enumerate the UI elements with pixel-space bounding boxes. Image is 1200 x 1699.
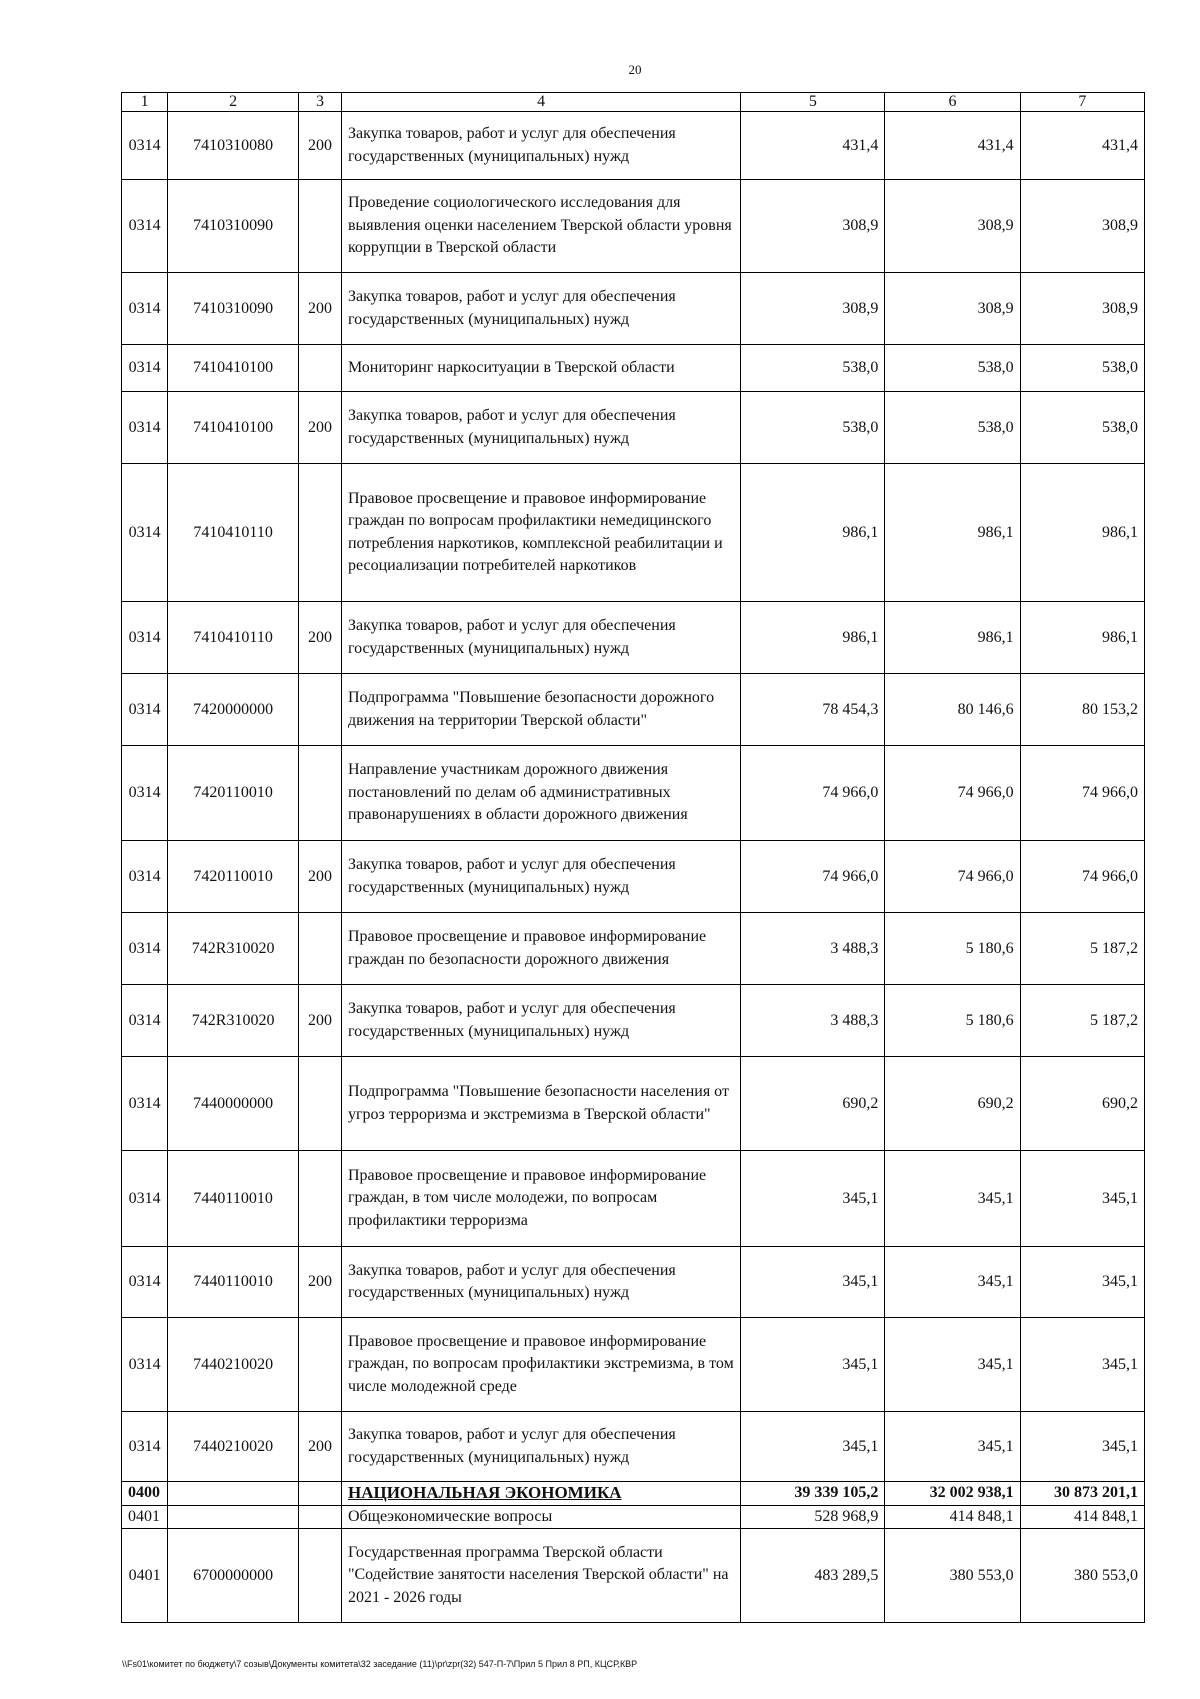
target-article-code: 7410410100 (168, 345, 299, 392)
amount-col-7: 308,9 (1020, 180, 1144, 273)
amount-col-7: 308,9 (1020, 273, 1144, 345)
header-col-3: 3 (299, 93, 342, 112)
amount-col-6: 5 180,6 (885, 985, 1020, 1057)
amount-col-6: 308,9 (885, 273, 1020, 345)
item-name: Правовое просвещение и правовое информирование граждан по безопасности дорожного движения (341, 913, 740, 985)
amount-col-7: 986,1 (1020, 464, 1144, 602)
amount-col-6: 5 180,6 (885, 913, 1020, 985)
item-name: Закупка товаров, работ и услуг для обеспечения государственных (муниципальных) нужд (341, 1247, 740, 1318)
amount-col-5: 986,1 (741, 602, 885, 674)
amount-col-5: 538,0 (741, 392, 885, 464)
amount-col-6: 414 848,1 (885, 1505, 1020, 1529)
table-row (122, 985, 1145, 1057)
amount-col-5: 345,1 (741, 1318, 885, 1412)
target-article-code (168, 1505, 299, 1529)
amount-col-6: 345,1 (885, 1247, 1020, 1318)
item-name: Общеэкономические вопросы (341, 1505, 740, 1529)
table-row (122, 1412, 1145, 1482)
expense-type-code (299, 1505, 342, 1529)
target-article-code: 7410310080 (168, 112, 299, 180)
expense-type-code (299, 345, 342, 392)
section-code: 0314 (122, 841, 168, 913)
section-code: 0314 (122, 985, 168, 1057)
amount-col-6: 986,1 (885, 602, 1020, 674)
table-row (122, 273, 1145, 345)
section-code: 0314 (122, 1318, 168, 1412)
expense-type-code (299, 1057, 342, 1151)
amount-col-6: 538,0 (885, 392, 1020, 464)
amount-col-7: 80 153,2 (1020, 674, 1144, 746)
target-article-code: 7420110010 (168, 746, 299, 841)
amount-col-7: 74 966,0 (1020, 841, 1144, 913)
header-col-5: 5 (741, 93, 885, 112)
table-row (122, 913, 1145, 985)
section-code: 0314 (122, 1412, 168, 1482)
target-article-code: 6700000000 (168, 1529, 299, 1623)
item-name: Проведение социологического исследования для выявления оценки населением Тверской области уровня коррупции в Тверской области (341, 180, 740, 273)
page-number: 20 (628, 62, 642, 77)
expense-type-code: 200 (299, 273, 342, 345)
section-code: 0314 (122, 674, 168, 746)
amount-col-6: 431,4 (885, 112, 1020, 180)
header-col-2: 2 (168, 93, 299, 112)
target-article-code: 7420000000 (168, 674, 299, 746)
section-code: 0400 (122, 1482, 168, 1506)
target-article-code: 7440210020 (168, 1318, 299, 1412)
expense-type-code (299, 674, 342, 746)
expense-type-code: 200 (299, 602, 342, 674)
expense-type-code (299, 180, 342, 273)
table-row-section-total (122, 1482, 1145, 1506)
section-code: 0314 (122, 602, 168, 674)
item-name: Правовое просвещение и правовое информирование граждан по вопросам профилактики немедицинского потребления наркотиков, комплексной реабилитации и ресоциализации потребителей наркотиков (341, 464, 740, 602)
table-row (122, 180, 1145, 273)
amount-col-5: 483 289,5 (741, 1529, 885, 1623)
amount-col-7: 345,1 (1020, 1247, 1144, 1318)
amount-col-5: 431,4 (741, 112, 885, 180)
section-code: 0401 (122, 1505, 168, 1529)
section-code: 0314 (122, 273, 168, 345)
amount-col-5: 690,2 (741, 1057, 885, 1151)
section-code: 0314 (122, 392, 168, 464)
section-code: 0314 (122, 345, 168, 392)
target-article-code: 742R310020 (168, 913, 299, 985)
target-article-code: 7410310090 (168, 180, 299, 273)
amount-col-5: 345,1 (741, 1247, 885, 1318)
amount-col-5: 538,0 (741, 345, 885, 392)
expense-type-code (299, 913, 342, 985)
section-code: 0314 (122, 913, 168, 985)
target-article-code: 7440110010 (168, 1151, 299, 1247)
item-name: Направление участникам дорожного движения постановлений по делам об административных правонарушениях в области дорожного движения (341, 746, 740, 841)
section-code: 0314 (122, 1247, 168, 1318)
expense-type-code (299, 1151, 342, 1247)
table-row (122, 746, 1145, 841)
target-article-code: 7420110010 (168, 841, 299, 913)
target-article-code: 7410410100 (168, 392, 299, 464)
item-name: Закупка товаров, работ и услуг для обеспечения государственных (муниципальных) нужд (341, 1412, 740, 1482)
expense-type-code: 200 (299, 841, 342, 913)
expense-type-code (299, 1482, 342, 1506)
header-col-7: 7 (1020, 93, 1144, 112)
amount-col-6: 345,1 (885, 1318, 1020, 1412)
expense-type-code: 200 (299, 392, 342, 464)
amount-col-5: 528 968,9 (741, 1505, 885, 1529)
amount-col-5: 74 966,0 (741, 841, 885, 913)
section-code: 0314 (122, 112, 168, 180)
file-path-footer: \\Fs01\комитет по бюджету\7 созыв\Документы комитета\32 заседание (11)\pr\zpr(32) 547-П-7\Прил 5 Прил 8 РП, КЦСР,КВР (122, 1659, 638, 1669)
expense-type-code (299, 746, 342, 841)
amount-col-7: 431,4 (1020, 112, 1144, 180)
table-row (122, 1505, 1145, 1529)
table-row (122, 841, 1145, 913)
target-article-code: 7410310090 (168, 273, 299, 345)
amount-col-7: 345,1 (1020, 1151, 1144, 1247)
item-name: Закупка товаров, работ и услуг для обеспечения государственных (муниципальных) нужд (341, 985, 740, 1057)
amount-col-7: 538,0 (1020, 392, 1144, 464)
amount-col-5: 39 339 105,2 (741, 1482, 885, 1506)
table-row (122, 674, 1145, 746)
amount-col-7: 380 553,0 (1020, 1529, 1144, 1623)
amount-col-6: 690,2 (885, 1057, 1020, 1151)
expense-type-code: 200 (299, 112, 342, 180)
amount-col-6: 308,9 (885, 180, 1020, 273)
target-article-code (168, 1482, 299, 1506)
item-name: Правовое просвещение и правовое информирование граждан, по вопросам профилактики экстремизма, в том числе молодежной среде (341, 1318, 740, 1412)
target-article-code: 7440000000 (168, 1057, 299, 1151)
table-row (122, 464, 1145, 602)
section-code: 0401 (122, 1529, 168, 1623)
target-article-code: 7440210020 (168, 1412, 299, 1482)
amount-col-7: 30 873 201,1 (1020, 1482, 1144, 1506)
expense-type-code (299, 464, 342, 602)
item-name: Мониторинг наркоситуации в Тверской области (341, 345, 740, 392)
item-name: Закупка товаров, работ и услуг для обеспечения государственных (муниципальных) нужд (341, 392, 740, 464)
table-row (122, 1247, 1145, 1318)
table-row (122, 392, 1145, 464)
amount-col-7: 74 966,0 (1020, 746, 1144, 841)
section-code: 0314 (122, 180, 168, 273)
item-name: НАЦИОНАЛЬНАЯ ЭКОНОМИКА (341, 1482, 740, 1506)
expense-type-code: 200 (299, 985, 342, 1057)
amount-col-6: 74 966,0 (885, 746, 1020, 841)
table-row (122, 1529, 1145, 1623)
amount-col-7: 345,1 (1020, 1318, 1144, 1412)
item-name: Закупка товаров, работ и услуг для обеспечения государственных (муниципальных) нужд (341, 112, 740, 180)
amount-col-6: 345,1 (885, 1151, 1020, 1247)
table-row (122, 1151, 1145, 1247)
item-name: Правовое просвещение и правовое информирование граждан, в том числе молодежи, по вопросам профилактики терроризма (341, 1151, 740, 1247)
table-row (122, 602, 1145, 674)
section-code: 0314 (122, 464, 168, 602)
amount-col-6: 345,1 (885, 1412, 1020, 1482)
item-name: Закупка товаров, работ и услуг для обеспечения государственных (муниципальных) нужд (341, 273, 740, 345)
section-code: 0314 (122, 746, 168, 841)
amount-col-5: 3 488,3 (741, 913, 885, 985)
section-code: 0314 (122, 1057, 168, 1151)
item-name: Подпрограмма "Повышение безопасности населения от угроз терроризма и экстремизма в Тверской области" (341, 1057, 740, 1151)
amount-col-7: 538,0 (1020, 345, 1144, 392)
expense-type-code (299, 1318, 342, 1412)
item-name: Государственная программа Тверской области "Содействие занятости населения Тверской области" на 2021 - 2026 годы (341, 1529, 740, 1623)
amount-col-6: 74 966,0 (885, 841, 1020, 913)
expense-type-code: 200 (299, 1412, 342, 1482)
amount-col-5: 308,9 (741, 273, 885, 345)
target-article-code: 7410410110 (168, 464, 299, 602)
table-row (122, 345, 1145, 392)
amount-col-6: 380 553,0 (885, 1529, 1020, 1623)
table-header-row (122, 93, 1145, 112)
amount-col-7: 986,1 (1020, 602, 1144, 674)
header-col-4: 4 (341, 93, 740, 112)
target-article-code: 7410410110 (168, 602, 299, 674)
section-code: 0314 (122, 1151, 168, 1247)
target-article-code: 742R310020 (168, 985, 299, 1057)
amount-col-6: 80 146,6 (885, 674, 1020, 746)
amount-col-5: 986,1 (741, 464, 885, 602)
header-col-1: 1 (122, 93, 168, 112)
amount-col-5: 345,1 (741, 1151, 885, 1247)
table-row (122, 1318, 1145, 1412)
amount-col-5: 3 488,3 (741, 985, 885, 1057)
amount-col-5: 345,1 (741, 1412, 885, 1482)
amount-col-7: 5 187,2 (1020, 913, 1144, 985)
table-row (122, 1057, 1145, 1151)
amount-col-7: 345,1 (1020, 1412, 1144, 1482)
amount-col-5: 74 966,0 (741, 746, 885, 841)
amount-col-6: 986,1 (885, 464, 1020, 602)
header-col-6: 6 (885, 93, 1020, 112)
amount-col-7: 5 187,2 (1020, 985, 1144, 1057)
expense-type-code (299, 1529, 342, 1623)
amount-col-7: 690,2 (1020, 1057, 1144, 1151)
item-name: Закупка товаров, работ и услуг для обеспечения государственных (муниципальных) нужд (341, 841, 740, 913)
amount-col-5: 308,9 (741, 180, 885, 273)
item-name: Закупка товаров, работ и услуг для обеспечения государственных (муниципальных) нужд (341, 602, 740, 674)
amount-col-6: 538,0 (885, 345, 1020, 392)
amount-col-7: 414 848,1 (1020, 1505, 1144, 1529)
table-row (122, 112, 1145, 180)
expense-type-code: 200 (299, 1247, 342, 1318)
item-name: Подпрограмма "Повышение безопасности дорожного движения на территории Тверской области" (341, 674, 740, 746)
target-article-code: 7440110010 (168, 1247, 299, 1318)
amount-col-5: 78 454,3 (741, 674, 885, 746)
budget-table (121, 92, 1145, 1623)
amount-col-6: 32 002 938,1 (885, 1482, 1020, 1506)
